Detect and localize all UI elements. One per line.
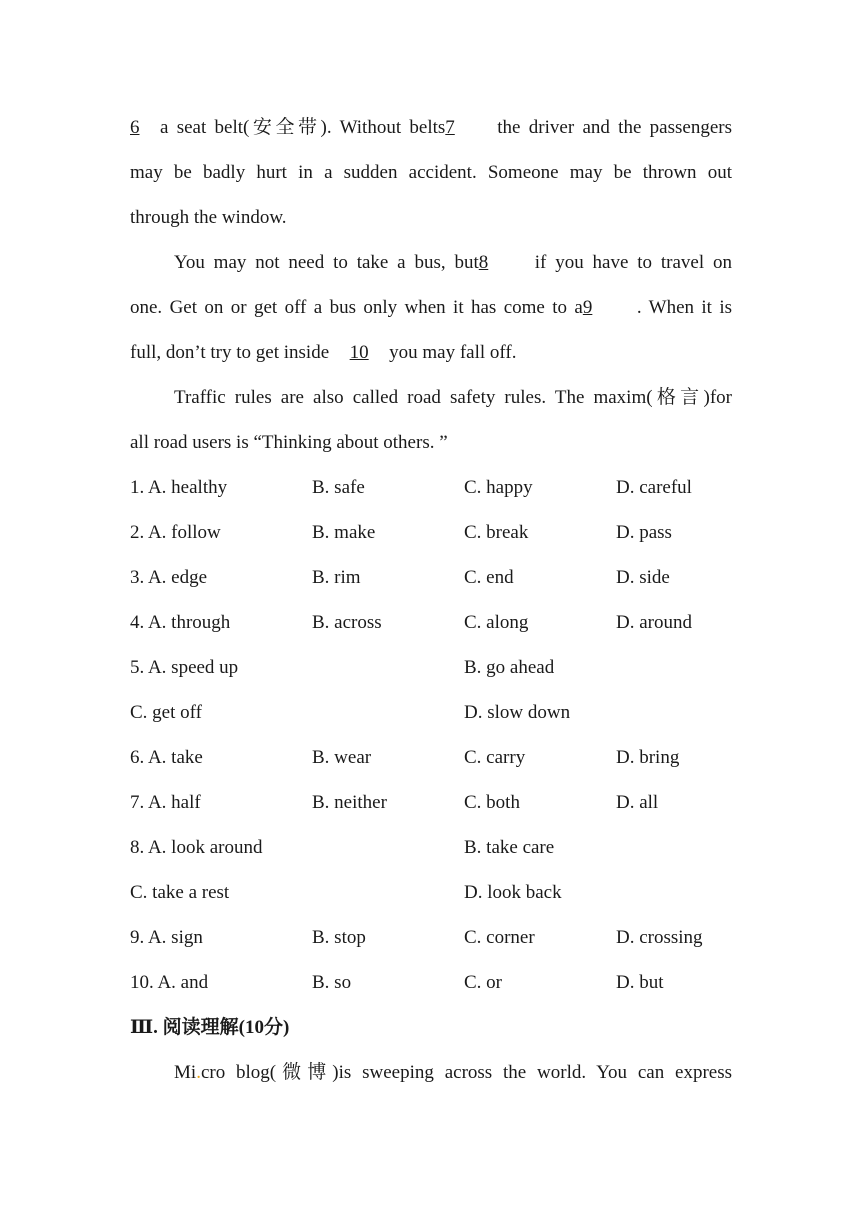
section-heading: Ⅲ. 阅读理解(10分) [130, 1017, 290, 1038]
option-d: D. around [616, 612, 692, 633]
passage-text: the driver and the passengers [497, 117, 732, 138]
question-8-options-row1 [130, 836, 732, 860]
passage-line [130, 116, 732, 140]
option-c: C. carry [464, 747, 526, 768]
passage-text: one. Get on or get off a bus only when it has come to a [130, 297, 583, 318]
option-c: C. get off [130, 702, 202, 723]
passage-text: you may fall off. [389, 342, 517, 363]
question-10-options [130, 971, 732, 995]
blank-6: 6 [130, 117, 140, 138]
passage-line [174, 251, 732, 275]
passage-text: You may not need to take a bus, but [174, 252, 479, 273]
option-b: B. rim [312, 567, 361, 588]
question-3-options [130, 566, 732, 590]
question-2-options [130, 521, 732, 545]
option-a: 1. A. healthy [130, 477, 228, 498]
option-d: D. crossing [616, 927, 703, 948]
passage-line: Traffic rules are also called road safety rules. The maxim(格言)for [174, 387, 732, 408]
passage-text: cro blog(微博)is sweeping across the world. You can express [200, 1062, 732, 1083]
question-5-options-row2 [130, 701, 732, 725]
option-b: B. make [312, 522, 376, 543]
question-4-options [130, 611, 732, 635]
passage-text: Mi [174, 1062, 197, 1083]
blank-8: 8 [478, 252, 489, 273]
option-b: B. so [312, 972, 352, 993]
option-a: 7. A. half [130, 792, 201, 813]
option-c: C. end [464, 567, 514, 588]
option-a: 2. A. follow [130, 522, 221, 543]
watermark-dot: . [196, 1062, 201, 1083]
passage-text: full, don’t try to get inside [130, 342, 330, 363]
option-d: D. all [616, 792, 659, 813]
passage-text: a seat belt(安全带). Without belts [160, 117, 446, 138]
question-9-options [130, 926, 732, 950]
option-d: D. slow down [464, 702, 571, 723]
option-d: D. bring [616, 747, 680, 768]
option-c: C. along [464, 612, 529, 633]
option-a: 10. A. and [130, 972, 209, 993]
option-c: C. take a rest [130, 882, 230, 903]
option-b: B. neither [312, 792, 387, 813]
option-c: C. happy [464, 477, 533, 498]
option-d: D. pass [616, 522, 672, 543]
option-b: B. wear [312, 747, 372, 768]
option-c: C. or [464, 972, 502, 993]
passage-line [130, 341, 732, 365]
blank-7: 7 [445, 117, 455, 138]
option-c: C. both [464, 792, 520, 813]
passage-line: all road users is “Thinking about others. ” [130, 432, 448, 453]
option-d: D. careful [616, 477, 692, 498]
option-c: C. break [464, 522, 529, 543]
passage-line [130, 296, 732, 320]
option-a: 4. A. through [130, 612, 231, 633]
option-b: B. across [312, 612, 382, 633]
option-a: 3. A. edge [130, 567, 208, 588]
question-6-options [130, 746, 732, 770]
passage-line: through the window. [130, 207, 287, 228]
option-d: D. look back [464, 882, 562, 903]
passage-line: may be badly hurt in a sudden accident. Someone may be thrown out [130, 162, 732, 183]
option-a: 9. A. sign [130, 927, 203, 948]
passage-text: . When it is [636, 297, 732, 318]
passage-text: if you have to travel on [534, 252, 732, 273]
option-b: B. take care [464, 837, 555, 858]
option-b: B. go ahead [464, 657, 555, 678]
question-7-options [130, 791, 732, 815]
option-a: 8. A. look around [130, 837, 263, 858]
blank-10: 10 [349, 342, 369, 363]
question-5-options-row1 [130, 656, 732, 680]
option-a: 6. A. take [130, 747, 203, 768]
question-1-options [130, 476, 732, 500]
option-d: D. side [616, 567, 670, 588]
passage-line [174, 1061, 732, 1085]
blank-9: 9 [582, 297, 593, 318]
option-c: C. corner [464, 927, 535, 948]
option-b: B. stop [312, 927, 366, 948]
question-8-options-row2 [130, 881, 732, 905]
option-d: D. but [616, 972, 664, 993]
option-a: 5. A. speed up [130, 657, 239, 678]
option-b: B. safe [312, 477, 365, 498]
